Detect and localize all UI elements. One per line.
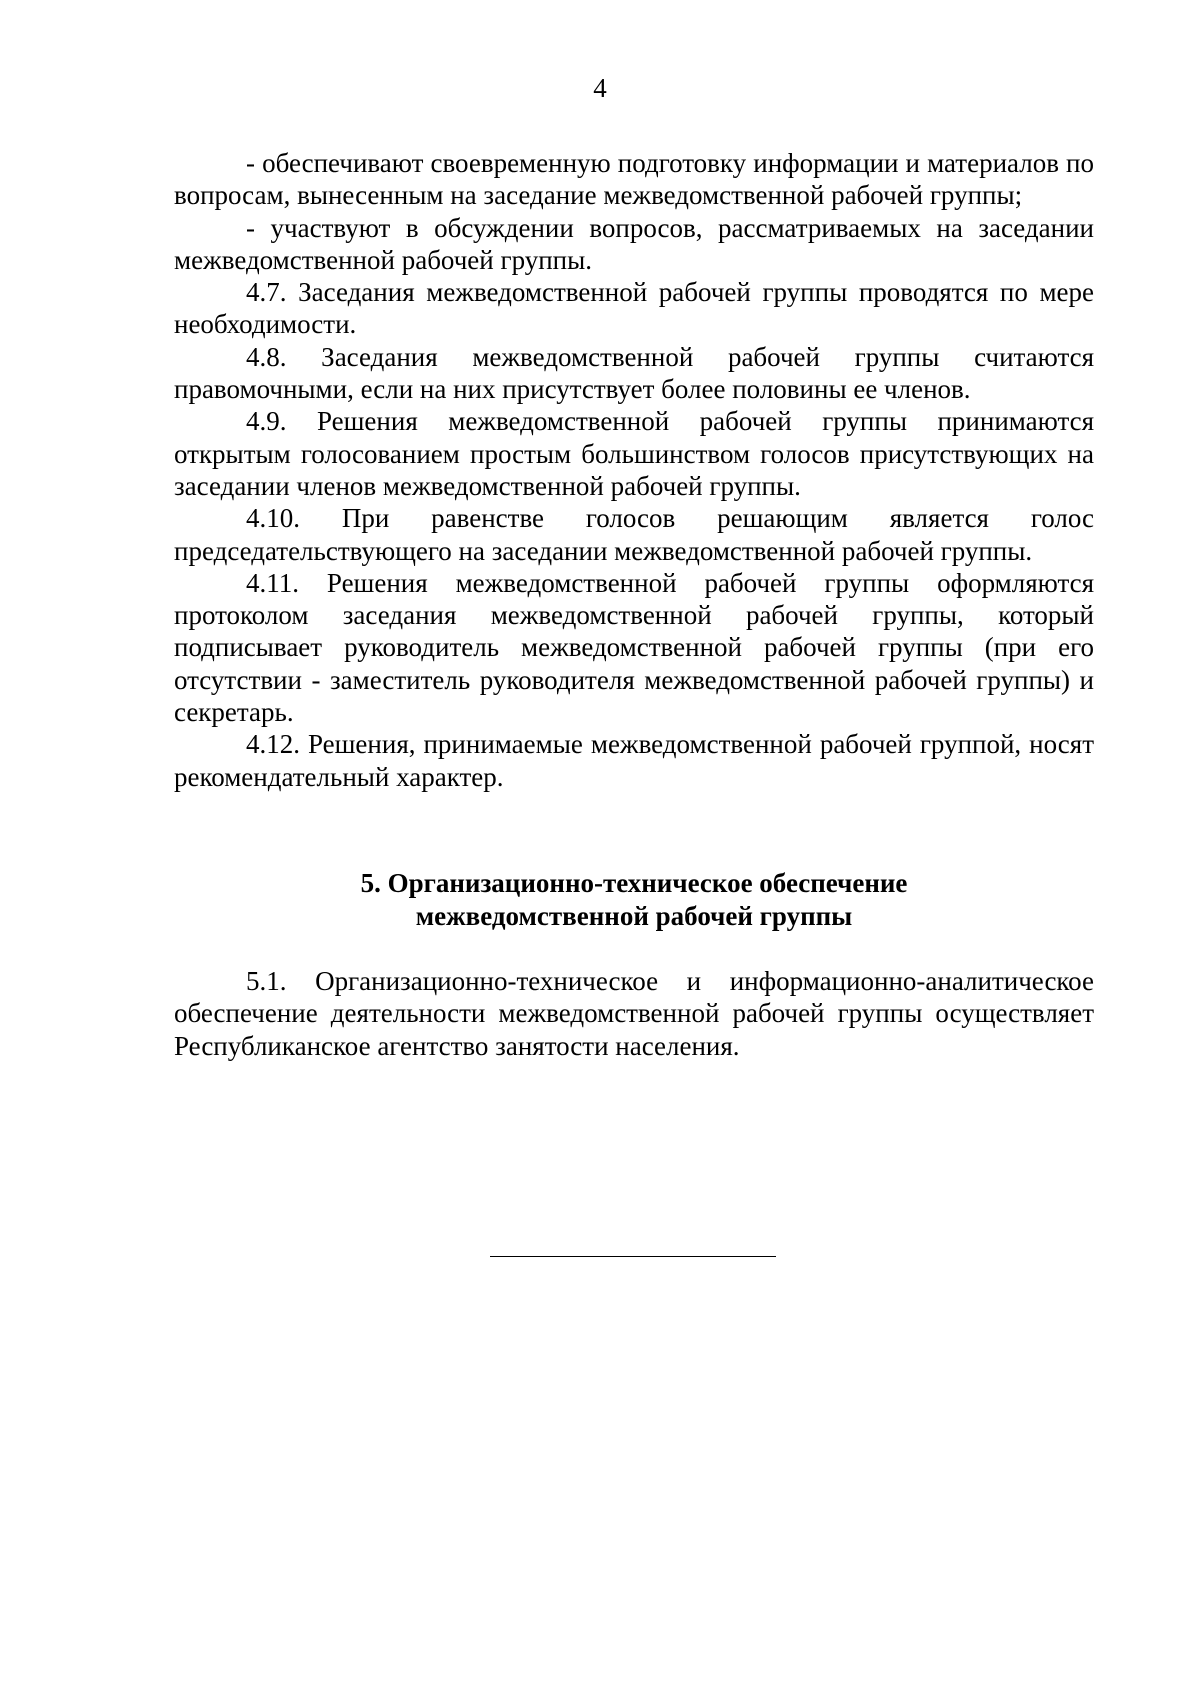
paragraph-4-11: 4.11. Решения межведомственной рабочей группы оформляются протоколом заседания межведомственной рабочей группы, который подписывает руководитель межведомственной рабочей группы (при его отсутствии - заместитель руководителя межведомственной рабочей группы) и секретарь.: [174, 567, 1094, 728]
paragraph-4-7: 4.7. Заседания межведомственной рабочей группы проводятся по мере необходимости.: [174, 277, 1094, 340]
body-text-bottom: [174, 965, 1094, 1062]
paragraph-4-9: 4.9. Решения межведомственной рабочей группы принимаются открытым голосованием простым большинством голосов присутствующих на заседании членов межведомственной рабочей группы.: [174, 406, 1094, 501]
body-text-top: [174, 147, 1094, 793]
paragraph-4-10: 4.10. При равенстве голосов решающим является голос председательствующего на заседании межведомственной рабочей группы.: [174, 503, 1094, 566]
paragraph-5-1: 5.1. Организационно-техническое и информационно-аналитическое обеспечение деятельности межведомственной рабочей группы осуществляет Республиканское агентство занятости населения.: [174, 966, 1094, 1061]
paragraph-4-12: 4.12. Решения, принимаемые межведомственной рабочей группой, носят рекомендательный характер.: [174, 729, 1094, 792]
page-number: 4: [593, 73, 607, 103]
end-of-document-rule: [490, 1256, 776, 1257]
paragraph-4-8: 4.8. Заседания межведомственной рабочей группы считаются правомочными, если на них присутствует более половины ее членов.: [174, 341, 1094, 405]
section-heading-line-2: межведомственной рабочей группы: [415, 900, 853, 931]
paragraph-provide-materials: - обеспечивают своевременную подготовку информации и материалов по вопросам, вынесенным на заседание межведомственной рабочей группы;: [174, 148, 1094, 211]
section-heading: [174, 867, 1094, 932]
section-heading-line-1: 5. Организационно-техническое обеспечение: [360, 868, 908, 898]
paragraph-participate-discussion: - участвуют в обсуждении вопросов, рассматриваемых на заседании межведомственной рабочей группы.: [174, 212, 1094, 275]
